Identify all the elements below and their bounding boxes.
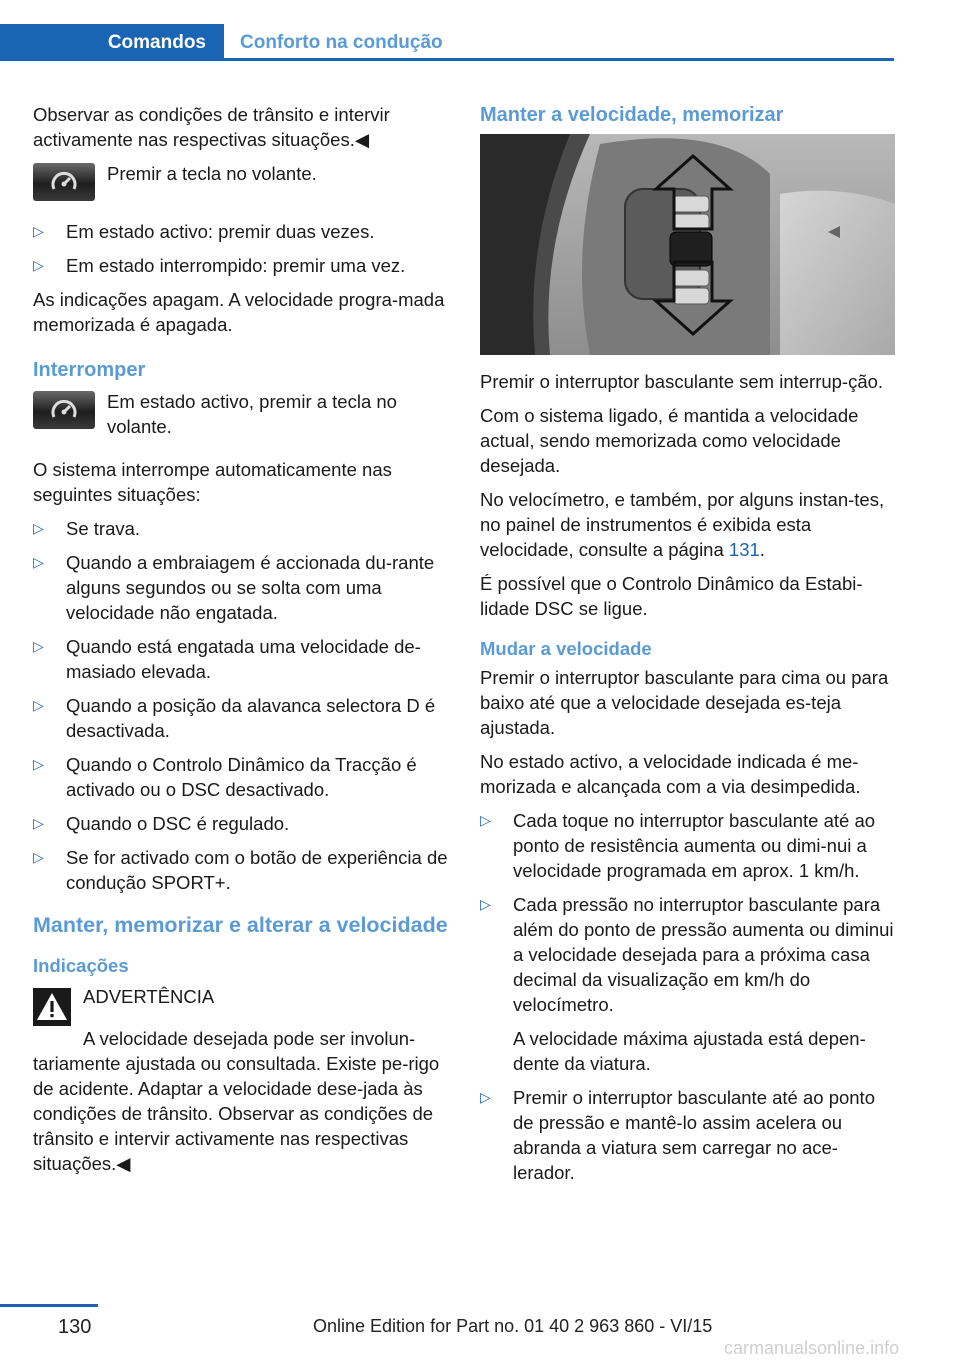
notes-heading: Indicações — [33, 955, 129, 976]
list-item: ▷ Em estado interrompido: premir uma vez. — [33, 255, 406, 276]
left-column — [33, 102, 448, 1176]
list-item: ▷ Cada toque no interruptor basculante até ao ponto de resistência aumenta ou dimi-nui a velocidade programada em aprox. 1 km/h. — [480, 810, 876, 881]
deactivate-list — [33, 219, 448, 278]
edition-text: Online Edition for Part no. 01 40 2 963 860 - VI/15 — [313, 1316, 713, 1336]
triangle-bullet-icon: ▷ — [33, 849, 44, 865]
interrupt-text: Em estado activo, premir a tecla no volante. — [107, 391, 397, 437]
header-section-tab[interactable]: Comandos — [0, 24, 224, 61]
page-number: 130 — [58, 1316, 92, 1338]
triangle-bullet-icon: ▷ — [33, 756, 44, 772]
keep-p1: Premir o interruptor basculante sem interrup-ção. — [480, 371, 884, 392]
page-link[interactable]: 131 — [728, 539, 760, 560]
header-subsection-tab[interactable]: Conforto na condução — [240, 31, 443, 53]
list-item: ▷ Premir o interruptor basculante até ao ponto de pressão e mantê-lo assim acelera ou abranda a viatura sem carregar no ace-lerador. — [480, 1087, 875, 1183]
triangle-bullet-icon: ▷ — [33, 815, 44, 831]
keep-p4: É possível que o Controlo Dinâmico da Estabi-lidade DSC se ligue. — [480, 573, 863, 619]
triangle-bullet-icon: ▷ — [33, 638, 44, 654]
list-item: ▷ Se for activado com o botão de experiência de condução SPORT+. — [33, 847, 448, 893]
triangle-bullet-icon: ▷ — [33, 257, 44, 273]
cruise-control-key-icon — [33, 391, 95, 429]
change-p1: Premir o interruptor basculante para cima ou para baixo até que a velocidade desejada es-teja ajustada. — [480, 667, 889, 738]
triangle-bullet-icon: ▷ — [33, 520, 44, 536]
change-p2: No estado activo, a velocidade indicada é me-morizada e alcançada com a via desimpedida. — [480, 751, 861, 797]
list-item: ▷ Em estado activo: premir duas vezes. — [33, 221, 375, 242]
press-key-text: Premir a tecla no volante. — [107, 163, 317, 184]
auto-interrupt-text: O sistema interrompe automaticamente nas seguintes situações: — [33, 459, 392, 505]
right-column — [480, 102, 895, 1194]
triangle-bullet-icon: ▷ — [33, 554, 44, 570]
change-speed-list — [480, 808, 895, 1185]
list-item: ▷ Cada pressão no interruptor basculante para além do ponto de pressão aumenta ou diminui a velocidade desejada para a próxima casa decimal da visualização em km/h do velocímetro. A velocidade máxima ajustada está depen-dente da viatura. — [480, 894, 894, 1074]
keep-p2: Com o sistema ligado, é mantida a velocidade actual, sendo memorizada como velocidade desejada. — [480, 405, 859, 476]
auto-interrupt-list — [33, 516, 448, 895]
warning-triangle-icon — [33, 988, 71, 1026]
triangle-bullet-icon: ▷ — [480, 812, 491, 828]
list-item: ▷ Quando a posição da alavanca selectora D é desactivada. — [33, 695, 436, 741]
max-speed-note: A velocidade máxima ajustada está depen-dente da viatura. — [513, 1028, 866, 1074]
press-key-row — [33, 161, 448, 201]
list-item: ▷ Quando o Controlo Dinâmico da Tracção é activado ou o DSC desactivado. — [33, 754, 417, 800]
triangle-bullet-icon: ▷ — [480, 896, 491, 912]
list-item: ▷ Se trava. — [33, 518, 141, 539]
warning-box — [33, 984, 448, 1026]
list-item: ▷ Quando a embraiagem é accionada du-rante alguns segundos ou se solta com uma velocidade não engatada. — [33, 552, 435, 623]
triangle-bullet-icon: ▷ — [480, 1089, 491, 1105]
cruise-control-key-icon — [33, 163, 95, 201]
display-off-text: As indicações apagam. A velocidade progra-mada memorizada é apagada. — [33, 289, 445, 335]
change-speed-heading: Mudar a velocidade — [480, 638, 652, 659]
header-divider — [224, 58, 894, 61]
interrupt-row — [33, 389, 448, 439]
section-heading: Manter, memorizar e alterar a velocidade — [33, 913, 448, 937]
keep-speed-heading: Manter a velocidade, memorizar — [480, 104, 784, 126]
triangle-bullet-icon: ▷ — [33, 697, 44, 713]
keep-p3: No velocímetro, e também, por alguns instan-tes, no painel de instrumentos é exibida esta velocidade, consulte a página 131. — [480, 489, 885, 560]
intro-text: Observar as condições de trânsito e intervir activamente nas respectivas situações.◀ — [33, 104, 390, 150]
steering-wheel-switch-image — [480, 134, 895, 355]
list-item: ▷ Quando o DSC é regulado. — [33, 813, 290, 834]
footer-divider — [0, 1304, 98, 1307]
interrupt-heading: Interromper — [33, 359, 146, 381]
warning-text: A velocidade desejada pode ser involun-tariamente ajustada ou consultada. Existe pe-rigo de acidente. Adaptar a velocidade dese-jada às condições de trânsito. Observar as condições de trânsito e intervir activamente nas respectivas situações.◀ — [33, 1028, 440, 1174]
watermark: carmanualsonline.info — [724, 1338, 900, 1358]
warning-title: ADVERTÊNCIA — [83, 986, 215, 1007]
triangle-bullet-icon: ▷ — [33, 223, 44, 239]
list-item: ▷ Quando está engatada uma velocidade de-masiado elevada. — [33, 636, 421, 682]
